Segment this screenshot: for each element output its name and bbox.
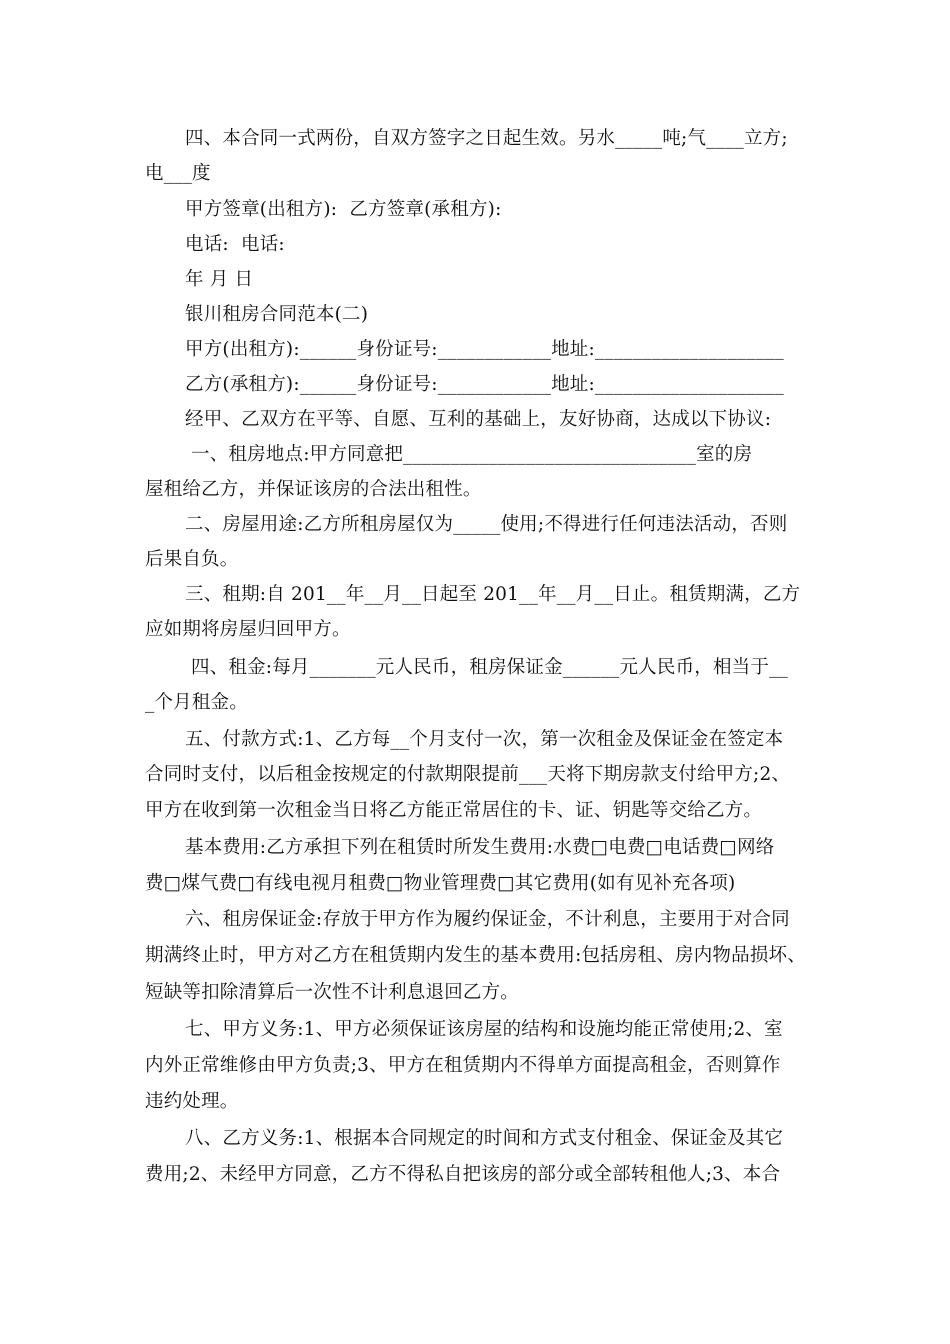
text-line: 五、付款方式:1、乙方每__个月支付一次，第一次租金及保证金在签定本: [185, 729, 784, 750]
text-line: 违约处理。: [145, 1091, 239, 1112]
text-line: 甲方(出租方):______身份证号:____________地址:____________________: [185, 339, 784, 360]
text-line: 七、甲方义务:1、甲方必须保证该房屋的结构和设施均能正常使用;2、室: [185, 1019, 783, 1040]
text-line: 一、租房地点:甲方同意把_______________________________室的房: [191, 444, 753, 465]
section-title: 银川租房合同范本(二): [185, 304, 369, 325]
text-line: 八、乙方义务:1、根据本合同规定的时间和方式支付租金、保证金及其它: [185, 1128, 784, 1149]
text-line: 电话: 电话:: [185, 234, 285, 255]
text-line: 甲方签章(出租方): 乙方签章(承租方):: [185, 199, 502, 220]
text-line: 应如期将房屋归回甲方。: [145, 619, 351, 640]
text-line: 四、租金:每月_______元人民币，租房保证金______元人民币，相当于__: [191, 657, 788, 678]
text-line: 费用;2、未经甲方同意，乙方不得私自把该房的部分或全部转租他人;3、本合: [145, 1164, 781, 1185]
text-line: 年 月 日: [185, 269, 254, 290]
text-line: 期满终止时，甲方对乙方在租赁期内发生的基本费用:包括房租、房内物品损坏、: [145, 945, 806, 966]
text-line: 后果自负。: [145, 549, 239, 570]
text-line: 乙方(承租方):______身份证号:____________地址:____________________: [185, 374, 784, 395]
text-line: 六、租房保证金:存放于甲方作为履约保证金，不计利息，主要用于对合同: [185, 909, 790, 930]
text-line: 三、租期:自 201__年__月__日起至 201__年__月__日止。租赁期满，乙方: [185, 584, 801, 605]
text-line: 合同时支付，以后租金按规定的付款期限提前___天将下期房款支付给甲方;2、: [145, 764, 791, 785]
text-line: 内外正常维修由甲方负责;3、甲方在租赁期内不得单方面提高租金，否则算作: [145, 1055, 781, 1076]
text-line: _个月租金。: [145, 692, 248, 713]
text-line: 短缺等扣除清算后一次性不计利息退回乙方。: [145, 982, 520, 1003]
text-line: 二、房屋用途:乙方所租房屋仅为_____使用;不得进行任何违法活动，否则: [185, 514, 788, 535]
text-line: 四、本合同一式两份，自双方签字之日起生效。另水_____吨;气____立方;: [185, 128, 788, 149]
text-line: 电___度: [145, 163, 211, 184]
text-line: 费□煤气费□有线电视月租费□物业管理费□其它费用(如有见补充各项): [145, 873, 736, 894]
text-line: 屋租给乙方，并保证该房的合法出租性。: [145, 479, 482, 500]
text-line: 经甲、乙双方在平等、自愿、互利的基础上，友好协商，达成以下协议:: [185, 409, 772, 430]
text-line: 甲方在收到第一次租金当日将乙方能正常居住的卡、证、钥匙等交给乙方。: [145, 800, 763, 821]
text-line: 基本费用:乙方承担下列在租赁时所发生费用:水费□电费□电话费□网络: [185, 837, 775, 858]
